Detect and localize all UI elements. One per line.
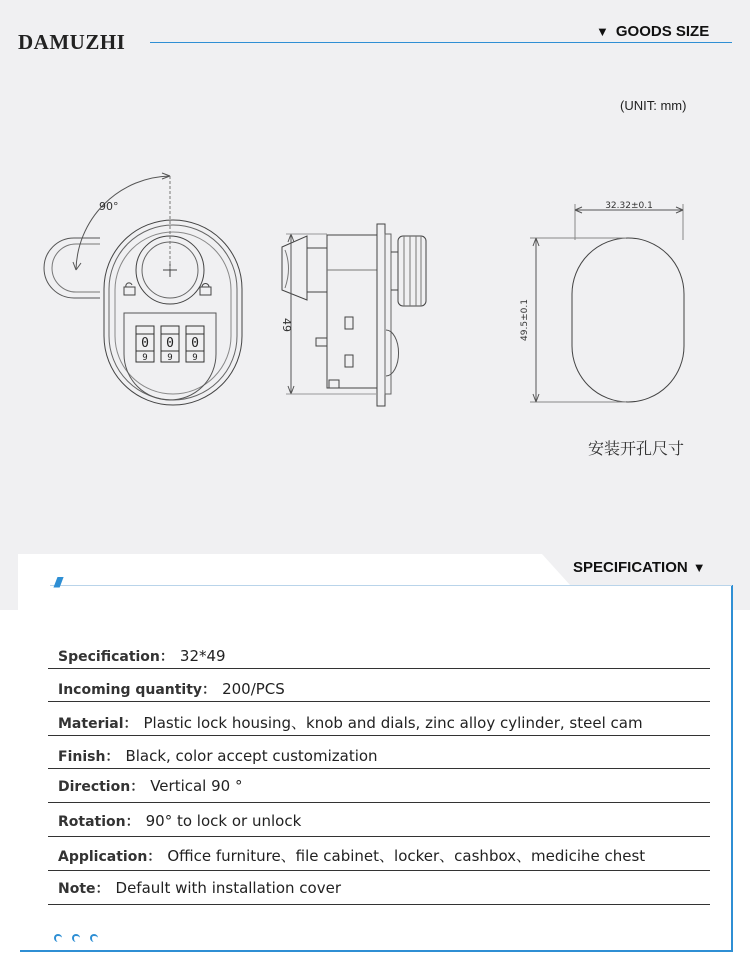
- spec-value: Vertical 90 °: [150, 777, 243, 795]
- triangle-down-icon: ▼: [596, 24, 609, 39]
- spec-key: Application：: [58, 849, 162, 865]
- goods-size-heading: [596, 23, 709, 40]
- spec-row-rotation: [58, 811, 301, 837]
- spec-key: Rotation：: [58, 814, 140, 830]
- unit-label: (UNIT: mm): [620, 98, 687, 113]
- spec-key: Incoming quantity：: [58, 682, 217, 698]
- dot-icon: [72, 934, 80, 942]
- spec-value: 200/PCS: [222, 680, 285, 698]
- spec-value: 32*49: [179, 647, 226, 665]
- spec-value: Office furniture、file cabinet、locker、cashbox、medicihe chest: [167, 847, 646, 865]
- row-divider: [48, 836, 710, 837]
- dial-sub-digit-1: 9: [142, 353, 148, 363]
- dial-sub-digit-3: 9: [192, 353, 198, 363]
- spec-value: 90° to lock or unlock: [145, 812, 302, 830]
- dial-digit-2: 0: [166, 336, 174, 351]
- cutout-width-label: 32.32±0.1: [605, 201, 653, 211]
- spec-key: Direction：: [58, 779, 145, 795]
- brand-logo: DAMUZHI: [18, 30, 126, 54]
- dot-icon: [54, 934, 62, 942]
- decorative-dots: [54, 929, 108, 947]
- spec-value: Plastic lock housing、knob and dials, zinc alloy cylinder, steel cam: [143, 714, 643, 732]
- spec-key: Note：: [58, 881, 110, 897]
- dial-digit-1: 0: [141, 336, 149, 351]
- cutout-view: [520, 201, 684, 402]
- triangle-down-icon: ▼: [692, 560, 706, 575]
- lock-dimension-drawing: [0, 150, 750, 410]
- row-divider: [48, 870, 710, 871]
- spec-value: Default with installation cover: [115, 879, 341, 897]
- side-view: [280, 224, 426, 406]
- dot-icon: [90, 934, 98, 942]
- spec-row-note: [58, 878, 341, 904]
- row-divider: [48, 735, 710, 736]
- row-divider: [48, 802, 710, 803]
- card-accent-border-right: [731, 585, 733, 952]
- specification-divider: [50, 585, 732, 586]
- spec-key: Specification：: [58, 649, 174, 665]
- dial-digit-3: 0: [191, 336, 199, 351]
- row-divider: [48, 701, 710, 702]
- row-divider: [48, 668, 710, 669]
- specification-title: SPECIFICATION: [573, 559, 688, 576]
- row-divider: [48, 904, 710, 905]
- hatch-stripes-icon: //////: [54, 574, 60, 590]
- install-cutout-label: 安装开孔尺寸: [588, 439, 685, 458]
- spec-row-direction: [58, 776, 242, 802]
- side-height-label: 49: [280, 318, 293, 332]
- spec-row-application: [58, 845, 645, 871]
- spec-key: Finish：: [58, 749, 120, 765]
- dial-sub-digit-2: 9: [167, 353, 173, 363]
- angle-label: 90°: [99, 200, 119, 213]
- cutout-height-label: 49.5±0.1: [520, 299, 530, 341]
- header-divider: [150, 42, 732, 43]
- goods-size-title: GOODS SIZE: [615, 23, 710, 40]
- spec-value: Black, color accept customization: [125, 747, 378, 765]
- front-view: [44, 173, 242, 405]
- card-accent-border-bottom: [20, 950, 733, 952]
- specification-heading: [573, 559, 706, 576]
- spec-key: Material：: [58, 716, 138, 732]
- row-divider: [48, 768, 710, 769]
